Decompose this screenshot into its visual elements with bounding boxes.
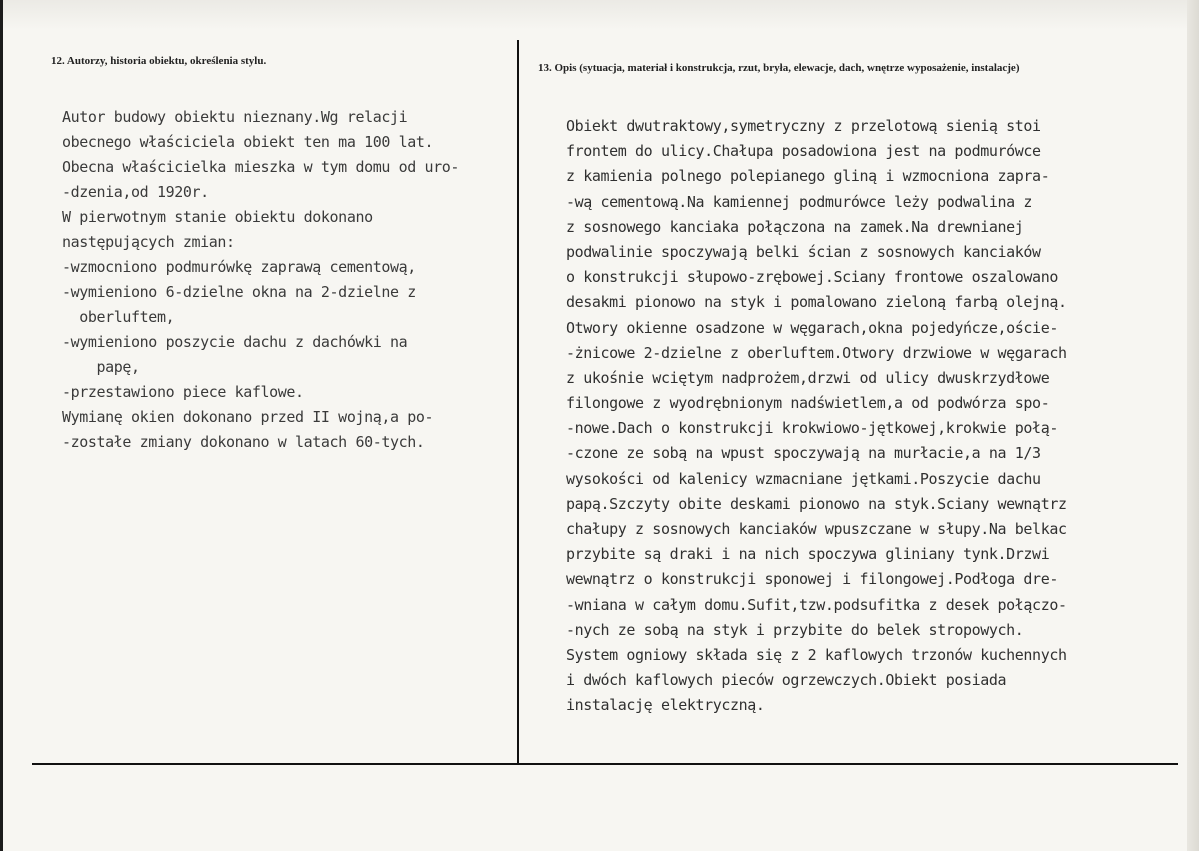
- text-line: obecnego właściciela obiekt ten ma 100 lat.: [62, 133, 434, 151]
- page-right-edge: [1187, 0, 1199, 851]
- text-line: podwalinie spoczywają belki ścian z sosnowych kanciaków: [566, 242, 1041, 261]
- text-line: -czone ze sobą na wpust spoczywają na murłacie,a na 1/3: [566, 444, 1041, 463]
- text-line: przybite są draki i na nich spoczywa gliniany tynk.Drzwi: [566, 545, 1050, 564]
- text-line: chałupy z sosnowych kanciaków wpuszczane w słupy.Na belkac: [566, 520, 1067, 538]
- text-line: System ogniowy składa się z 2 kaflowych trzonów kuchennych: [566, 645, 1067, 664]
- text-line: z kamienia polnego polepianego gliną i wzmocniona zapra-: [566, 167, 1050, 186]
- text-line: o konstrukcji słupowo-zrębowej.Sciany frontowe oszalowano: [566, 268, 1058, 287]
- text-line: -nych ze sobą na styk i przybite do belek stropowych.: [566, 620, 1024, 639]
- text-line: Otwory okienne osadzone w węgarach,okna pojedyńcze,oście-: [566, 318, 1058, 337]
- text-line: W pierwotnym stanie obiektu dokonano: [62, 208, 373, 226]
- text-line: frontem do ulicy.Chałupa posadowiona jest na podmurówce: [566, 142, 1041, 161]
- text-line: i dwóch kaflowych pieców ogrzewczych.Obiekt posiada: [566, 671, 1007, 690]
- text-line: -wniana w całym domu.Sufit,tzw.podsufitka z desek połączo-: [566, 595, 1067, 614]
- text-line: instalację elektryczną.: [566, 696, 765, 715]
- text-line: papą.Szczyty obite deskami pionowo na styk.Sciany wewnątrz: [566, 494, 1067, 513]
- scan-shadow: [0, 0, 1199, 30]
- bottom-rule: [32, 763, 1178, 765]
- text-line: -żnicowe 2-dzielne z oberluftem.Otwory drzwiowe w węgarach: [566, 343, 1067, 362]
- text-line: Autor budowy obiektu nieznany.Wg relacji: [62, 108, 408, 126]
- text-line: oberluftem,: [62, 308, 175, 326]
- text-line: -wymieniono poszycie dachu z dachówki na: [62, 333, 408, 351]
- text-line: z ukośnie wciętym nadprożem,drzwi od ulicy dwuskrzydłowe: [566, 368, 1050, 387]
- text-line: -wą cementową.Na kamiennej podmurówce leży podwalina z: [566, 192, 1033, 211]
- page-left-edge: [0, 0, 3, 851]
- section-13-text: [566, 114, 1067, 719]
- column-divider: [517, 40, 519, 764]
- section-12-text: [62, 105, 459, 455]
- text-line: -nowe.Dach o konstrukcji krokwiowo-jętkowej,krokwie połą-: [566, 419, 1058, 438]
- text-line: wewnątrz o konstrukcji sponowej i filongowej.Podłoga dre-: [566, 570, 1058, 589]
- section-12-heading: 12. Autorzy, historia obiektu, określenia stylu.: [51, 55, 267, 67]
- text-line: następujących zmian:: [62, 233, 235, 251]
- text-line: Wymianę okien dokonano przed II wojną,a po-: [62, 408, 434, 426]
- text-line: -przestawiono piece kaflowe.: [62, 383, 304, 401]
- text-line: papę,: [62, 358, 140, 376]
- text-line: -wzmocniono podmurówkę zaprawą cementową,: [62, 258, 416, 276]
- text-line: z sosnowego kanciaka połączona na zamek.Na drewnianej: [566, 217, 1024, 236]
- section-13-heading: 13. Opis (sytuacja, materiał i konstrukcja, rzut, bryła, elewacje, dach, wnętrze wyposażenie, instalacje): [538, 62, 1020, 74]
- text-line: -wymieniono 6-dzielne okna na 2-dzielne z: [62, 283, 416, 301]
- text-line: filongowe z wyodrębnionym nadświetlem,a od podwórza spo-: [566, 394, 1050, 413]
- text-line: wysokości od kalenicy wzmacniane jętkami.Poszycie dachu: [566, 469, 1041, 488]
- text-line: -dzenia,od 1920r.: [62, 183, 209, 201]
- text-line: Obiekt dwutraktowy,symetryczny z przelotową sienią stoi: [566, 117, 1041, 135]
- text-line: Obecna właścicielka mieszka w tym domu od uro-: [62, 158, 460, 176]
- text-line: desakmi pionowo na styk i pomalowano zieloną farbą olejną.: [566, 293, 1067, 312]
- text-line: -zostałe zmiany dokonano w latach 60-tych.: [62, 433, 425, 451]
